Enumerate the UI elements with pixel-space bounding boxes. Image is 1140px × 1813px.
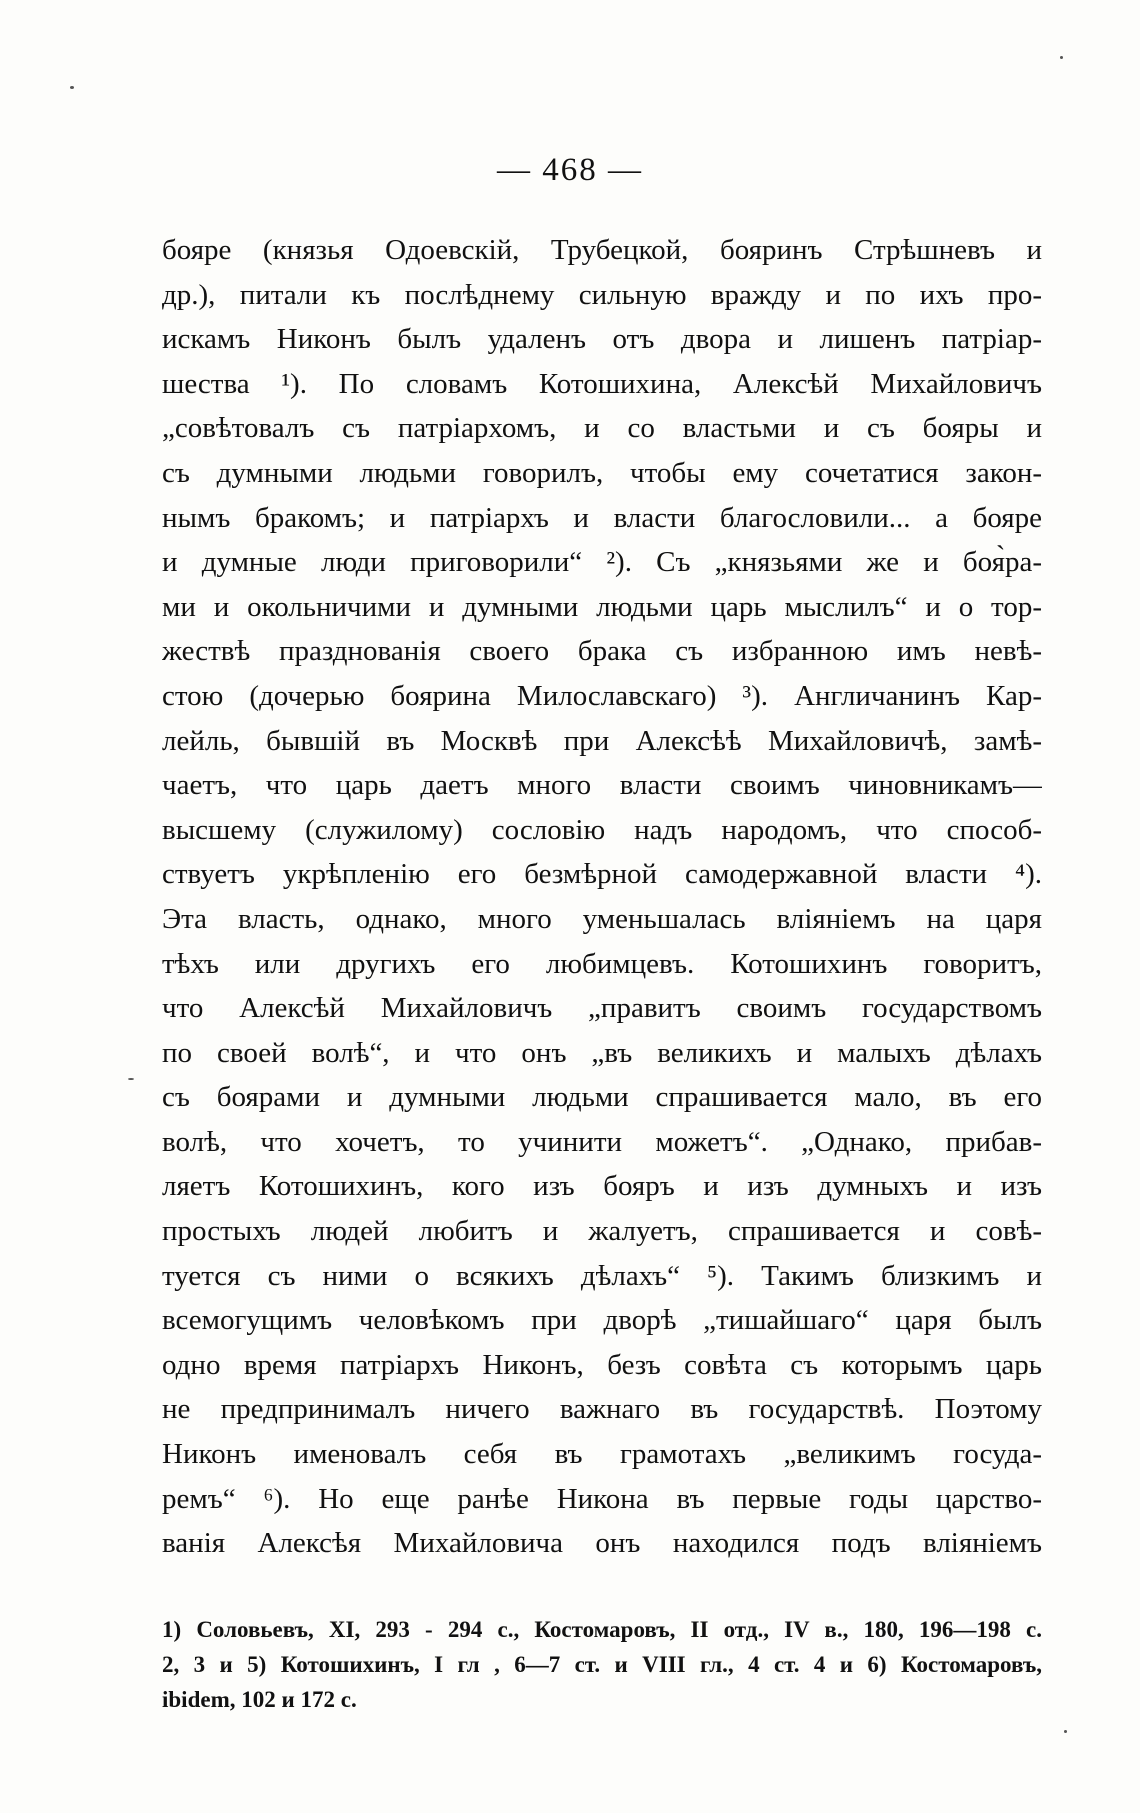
text-line: ванія Алексѣя Михайловича онъ находился подъ вліяніемъ (162, 1527, 1042, 1560)
scan-speck (128, 1078, 134, 1080)
scan-speck (70, 86, 74, 89)
scan-speck (1064, 1730, 1067, 1733)
text-line: чаетъ, что царь даетъ много власти своимъ чиновникамъ— (162, 769, 1042, 802)
text-line: съ боярами и думными людьми спрашивается мало, въ его (162, 1081, 1042, 1114)
text-line: ремъ“ ⁶). Но еще ранѣе Никона въ первые годы царство- (162, 1482, 1042, 1515)
text-line: одно время патріархъ Никонъ, безъ совѣта съ которымъ царь (162, 1348, 1042, 1381)
text-line: др.), питали къ послѣднему сильную вражду и по ихъ про- (162, 278, 1042, 311)
text-line: волѣ, что хочетъ, то учинити можетъ“. „Однако, прибав- (162, 1125, 1042, 1158)
main-text-block (162, 228, 1042, 1566)
text-line: Эта власть, однако, много уменьшалась вліяніемъ на царя (162, 902, 1042, 935)
text-line: искамъ Никонъ былъ удаленъ отъ двора и лишенъ патріар- (162, 323, 1042, 356)
text-line: и думные люди приговорили“ ²). Съ „князьями же и боя̀ра- (162, 546, 1042, 579)
footnote-line: 2, 3 и 5) Котошихинъ, I гл , 6—7 ст. и VIII гл., 4 ст. 4 и 6) Костомаровъ, (162, 1652, 1042, 1677)
text-line: ляетъ Котошихинъ, кого изъ бояръ и изъ думныхъ и изъ (162, 1170, 1042, 1203)
text-line: тѣхъ или другихъ его любимцевъ. Котошихинъ говоритъ, (162, 947, 1042, 980)
scan-speck (1060, 56, 1063, 59)
text-line: Никонъ именовалъ себя въ грамотахъ „великимъ госуда- (162, 1438, 1042, 1471)
text-line: ми и окольничими и думными людьми царь мыслилъ“ и о тор- (162, 590, 1042, 623)
text-line: что Алексѣй Михайловичъ „правитъ своимъ государствомъ (162, 992, 1042, 1025)
footnotes-block (162, 1612, 1042, 1717)
text-line: всемогущимъ человѣкомъ при дворѣ „тишайшаго“ царя былъ (162, 1304, 1042, 1337)
text-line: стою (дочерью боярина Милославскаго) ³). Англичанинъ Кар- (162, 679, 1042, 712)
text-line: нымъ бракомъ; и патріархъ и власти благословили... а бояре (162, 501, 1042, 534)
text-line: съ думными людьми говорилъ, чтобы ему сочетатися закон- (162, 456, 1042, 489)
text-line: ствуетъ укрѣпленію его безмѣрной самодержавной власти ⁴). (162, 858, 1042, 891)
text-line: лейль, бывшій въ Москвѣ при Алексѣѣ Михайловичѣ, замѣ- (162, 724, 1042, 757)
text-line: туется съ ними о всякихъ дѣлахъ“ ⁵). Такимъ близкимъ и (162, 1259, 1042, 1292)
footnote-line: 1) Соловьевъ, XI, 293 - 294 с., Костомаровъ, II отд., IV в., 180, 196—198 с. (162, 1617, 1042, 1642)
text-line: не предпринималъ ничего важнаго въ государствѣ. Поэтому (162, 1393, 1042, 1426)
text-line: шества ¹). По словамъ Котошихина, Алексѣй Михайловичъ (162, 367, 1042, 400)
text-line: жествѣ празднованія своего брака съ избранною имъ невѣ- (162, 635, 1042, 668)
page-number: — 468 — (497, 152, 643, 188)
text-line: высшему (служилому) сословію надъ народомъ, что способ- (162, 813, 1042, 846)
text-line: бояре (князья Одоевскій, Трубецкой, бояринъ Стрѣшневъ и (162, 234, 1042, 266)
text-line: простыхъ людей любитъ и жалуетъ, спрашивается и совѣ- (162, 1215, 1042, 1248)
text-line: „совѣтовалъ съ патріархомъ, и со властьми и съ бояры и (162, 412, 1042, 445)
footnote-line: ibidem, 102 и 172 с. (162, 1687, 357, 1712)
text-line: по своей волѣ“, и что онъ „въ великихъ и малыхъ дѣлахъ (162, 1036, 1042, 1069)
